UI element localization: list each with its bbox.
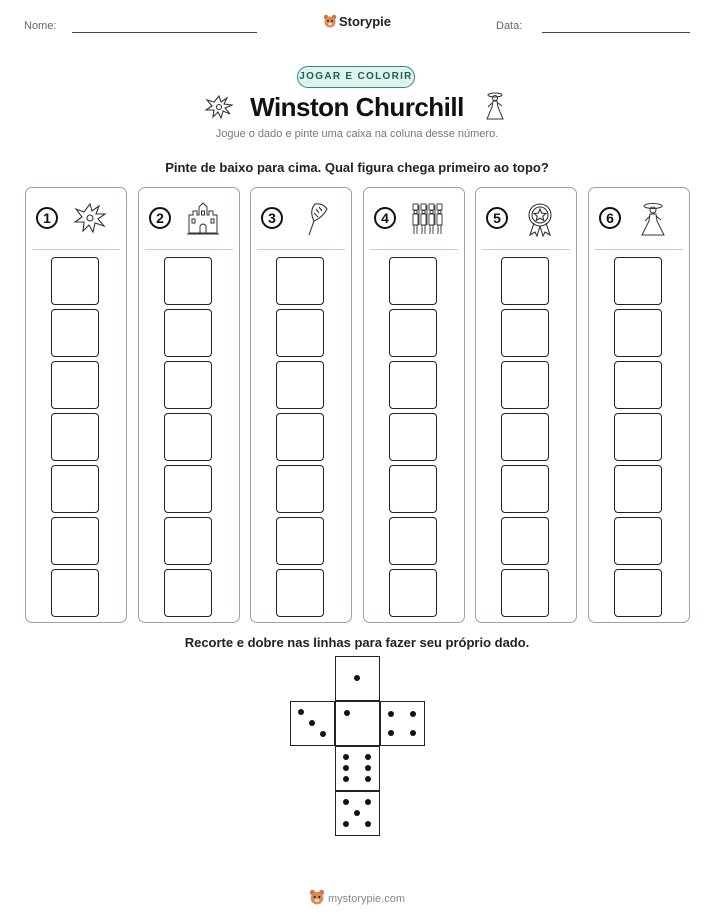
column-6 — [588, 187, 690, 623]
color-box[interactable] — [501, 569, 549, 617]
color-box[interactable] — [51, 257, 99, 305]
color-box[interactable] — [389, 569, 437, 617]
die-face-1-center — [335, 701, 380, 746]
color-box[interactable] — [614, 413, 662, 461]
color-box[interactable] — [614, 517, 662, 565]
color-box[interactable] — [276, 569, 324, 617]
column-divider — [370, 249, 458, 250]
feather-duster-icon — [297, 201, 333, 237]
column-1 — [25, 187, 127, 623]
color-box[interactable] — [389, 309, 437, 357]
color-box[interactable] — [51, 361, 99, 409]
date-line — [542, 32, 690, 33]
column-divider — [257, 249, 345, 250]
column-5 — [475, 187, 577, 623]
die-face-4 — [380, 701, 425, 746]
color-box[interactable] — [276, 517, 324, 565]
footer-url: mystorypie.com — [327, 893, 406, 905]
column-divider — [32, 249, 120, 250]
column-number: 6 — [599, 207, 621, 229]
color-box[interactable] — [389, 413, 437, 461]
color-box[interactable] — [51, 569, 99, 617]
column-number: 4 — [374, 207, 396, 229]
column-3 — [250, 187, 352, 623]
explosion-icon — [72, 201, 108, 237]
date-label: Data: — [496, 20, 523, 32]
color-box[interactable] — [614, 257, 662, 305]
die-pip — [309, 720, 315, 726]
category-badge: JOGAR E COLORIR — [297, 66, 415, 88]
color-box[interactable] — [164, 569, 212, 617]
die-pip — [343, 821, 349, 827]
die-face-1 — [335, 656, 380, 701]
color-box[interactable] — [51, 465, 99, 513]
die-pip — [343, 765, 349, 771]
name-label: Nome: — [24, 20, 57, 32]
lady-icon — [635, 201, 671, 237]
brand-logo — [0, 14, 714, 29]
column-divider — [482, 249, 570, 250]
color-box[interactable] — [501, 413, 549, 461]
color-box[interactable] — [164, 257, 212, 305]
color-box[interactable] — [51, 413, 99, 461]
die-pip — [365, 765, 371, 771]
page-title: Winston Churchill — [250, 92, 464, 122]
die-pip — [365, 821, 371, 827]
medal-icon — [522, 201, 558, 237]
color-box[interactable] — [614, 569, 662, 617]
die-pip — [343, 799, 349, 805]
cut-instruction: Recorte e dobre nas linhas para fazer seu próprio dado. — [184, 635, 530, 650]
color-box[interactable] — [501, 465, 549, 513]
lady-icon — [484, 91, 506, 121]
soldiers-icon — [410, 201, 446, 237]
color-box[interactable] — [389, 465, 437, 513]
color-box[interactable] — [389, 257, 437, 305]
column-2 — [138, 187, 240, 623]
column-divider — [145, 249, 233, 250]
die-pip — [365, 754, 371, 760]
color-box[interactable] — [389, 517, 437, 565]
color-box[interactable] — [51, 517, 99, 565]
color-box[interactable] — [501, 257, 549, 305]
subtitle: Jogue o dado e pinte uma caixa na coluna desse número. — [215, 128, 499, 140]
die-pip — [410, 711, 416, 717]
color-box[interactable] — [614, 361, 662, 409]
color-box[interactable] — [164, 361, 212, 409]
color-box[interactable] — [164, 413, 212, 461]
color-box[interactable] — [51, 309, 99, 357]
column-number: 5 — [486, 207, 508, 229]
color-box[interactable] — [164, 465, 212, 513]
column-number: 3 — [261, 207, 283, 229]
die-pip — [320, 731, 326, 737]
color-box[interactable] — [164, 517, 212, 565]
column-number: 1 — [36, 207, 58, 229]
color-box[interactable] — [501, 361, 549, 409]
color-box[interactable] — [501, 517, 549, 565]
die-pip — [388, 730, 394, 736]
die-face-3 — [290, 701, 335, 746]
footer — [0, 889, 714, 905]
column-4 — [363, 187, 465, 623]
die-pip — [410, 730, 416, 736]
color-box[interactable] — [276, 257, 324, 305]
die-face-5 — [335, 791, 380, 836]
color-box[interactable] — [501, 309, 549, 357]
die-pip — [354, 675, 360, 681]
color-box[interactable] — [276, 465, 324, 513]
die-pip — [343, 754, 349, 760]
color-box[interactable] — [164, 309, 212, 357]
color-box[interactable] — [276, 309, 324, 357]
color-box[interactable] — [614, 465, 662, 513]
die-pip — [298, 709, 304, 715]
castle-icon — [185, 201, 221, 237]
column-divider — [595, 249, 683, 250]
column-number: 2 — [149, 207, 171, 229]
die-pip — [354, 810, 360, 816]
die-pip — [388, 711, 394, 717]
name-line — [72, 32, 257, 33]
die-pip — [344, 710, 350, 716]
bear-icon — [323, 14, 337, 28]
color-box[interactable] — [389, 361, 437, 409]
die-face-6 — [335, 746, 380, 791]
die-pip — [365, 799, 371, 805]
instruction: Pinte de baixo para cima. Qual figura chega primeiro ao topo? — [165, 160, 549, 175]
die-pip — [343, 776, 349, 782]
color-box[interactable] — [276, 413, 324, 461]
die-pip — [365, 776, 371, 782]
bear-icon — [309, 889, 325, 905]
color-box[interactable] — [276, 361, 324, 409]
brand-name: Storypie — [338, 14, 391, 29]
color-box[interactable] — [614, 309, 662, 357]
